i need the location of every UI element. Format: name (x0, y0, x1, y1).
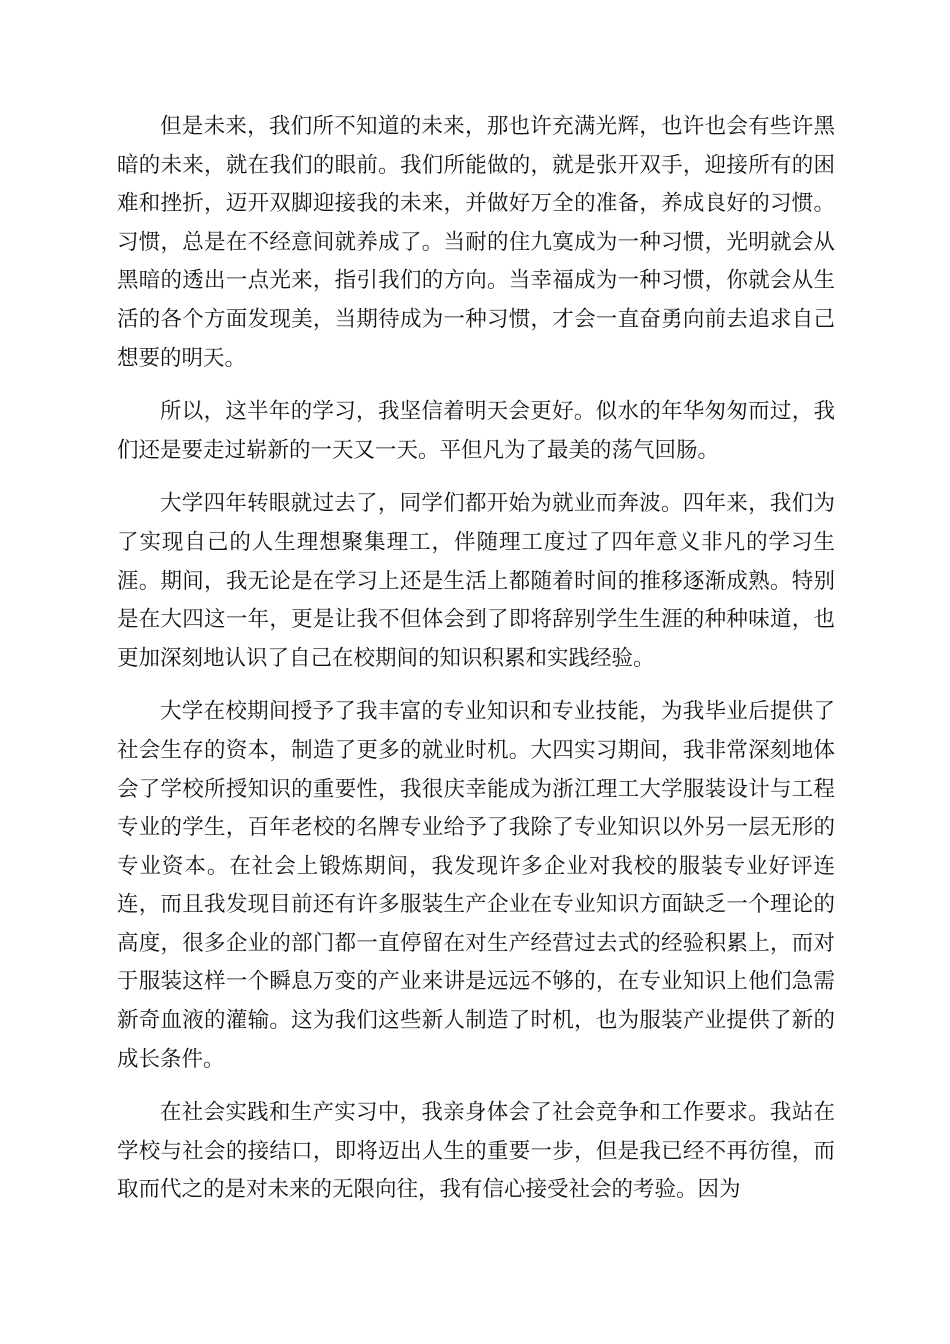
paragraph-1: 但是未来，我们所不知道的未来，那也许充满光辉，也许也会有些许黑暗的未来，就在我们的眼前。我们所能做的，就是张开双手，迎接所有的困难和挫折，迈开双脚迎接我的未来，并做好万全的准备，养成良好的习惯。习惯，总是在不经意间就养成了。当耐的住九寞成为一种习惯，光明就会从黑暗的透出一点光来，指引我们的方向。当幸福成为一种习惯，你就会从生活的各个方面发现美，当期待成为一种习惯，才会一直奋勇向前去追求自己想要的明天。 (117, 114, 835, 371)
paragraph-3: 大学四年转眼就过去了，同学们都开始为就业而奔波。四年来，我们为了实现自己的人生理想聚集理工，伴随理工度过了四年意义非凡的学习生涯。期间，我无论是在学习上还是生活上都随着时间的推移逐渐成熟。特别是在大四这一年，更是让我不但体会到了即将辞别学生生涯的种种味道，也更加深刻地认识了自己在校期间的知识积累和实践经验。 (117, 491, 835, 671)
paragraph-4: 大学在校期间授予了我丰富的专业知识和专业技能，为我毕业后提供了社会生存的资本，制造了更多的就业时机。大四实习期间，我非常深刻地体会了学校所授知识的重要性，我很庆幸能成为浙江理工大学服装设计与工程专业的学生，百年老校的名牌专业给予了我除了专业知识以外另一层无形的专业资本。在社会上锻炼期间，我发现许多企业对我校的服装专业好评连连，而且我发现目前还有许多服装生产企业在专业知识方面缺乏一个理论的高度，很多企业的部门都一直停留在对生产经营过去式的经验积累上，而对于服装这样一个瞬息万变的产业来讲是远远不够的，在专业知识上他们急需新奇血液的灌输。这为我们这些新人制造了时机，也为服装产业提供了新的成长条件。 (117, 699, 835, 1072)
paragraph-5: 在社会实践和生产实习中，我亲身体会了社会竞争和工作要求。我站在学校与社会的接结口，即将迈出人生的重要一步，但是我已经不再彷徨，而取而代之的是对未来的无限向往，我有信心接受社会的考验。因为 (117, 1100, 835, 1203)
paragraph-2: 所以，这半年的学习，我坚信着明天会更好。似水的年华匆匆而过，我们还是要走过崭新的一天又一天。平但凡为了最美的荡气回肠。 (117, 399, 835, 463)
document-body (117, 108, 835, 1225)
